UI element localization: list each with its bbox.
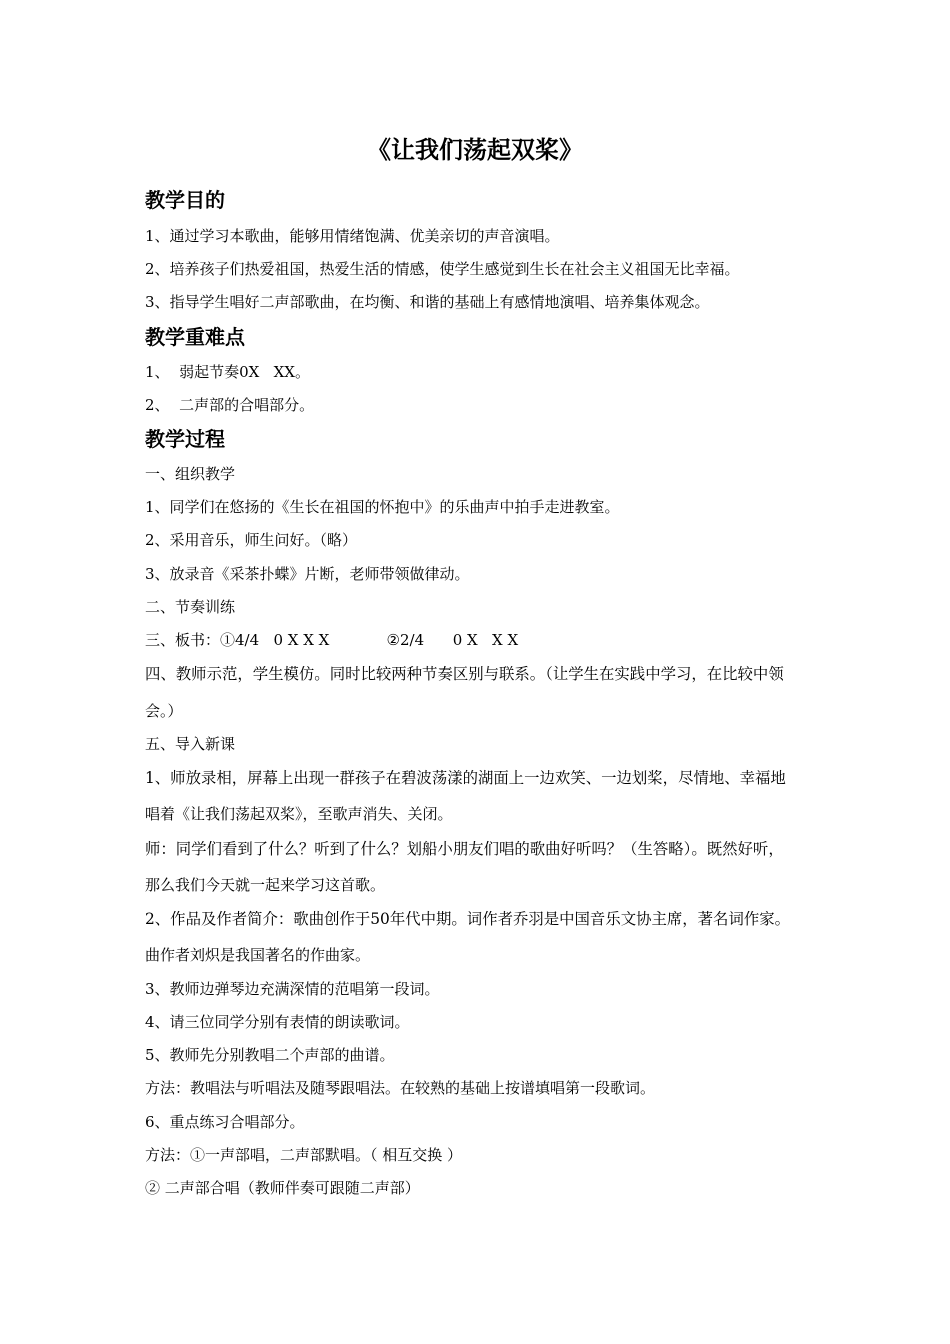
section-heading-key-points: 教学重难点	[145, 325, 245, 349]
paragraph-line: 1、师放录相，屏幕上出现一群孩子在碧波荡漾的湖面上一边欢笑、一边划桨，尽情地、幸福地	[145, 769, 786, 787]
paragraph-line: 方法：①一声部唱，二声部默唱。（ 相互交换 ）	[145, 1146, 463, 1164]
paragraph-line: 5、教师先分别教唱二个声部的曲谱。	[145, 1046, 395, 1064]
paragraph-line: 方法：教唱法与听唱法及随琴跟唱法。在较熟的基础上按谱填唱第一段歌词。	[145, 1079, 656, 1097]
paragraph-line: ② 二声部合唱（教师伴奏可跟随二声部）	[145, 1179, 420, 1197]
paragraph-line: 1、通过学习本歌曲，能够用情绪饱满、优美亲切的声音演唱。	[145, 227, 560, 245]
paragraph-line: 会。）	[145, 702, 183, 720]
paragraph-line: 6、重点练习合唱部分。	[145, 1113, 305, 1131]
paragraph-line: 唱着《让我们荡起双桨》，至歌声消失、关闭。	[145, 805, 453, 823]
paragraph-line: 1、同学们在悠扬的《生长在祖国的怀抱中》的乐曲声中拍手走进教室。	[145, 498, 620, 516]
paragraph-line: 曲作者刘炽是我国著名的作曲家。	[145, 946, 371, 964]
paragraph-line: 2、采用音乐，师生问好。（略）	[145, 531, 358, 549]
paragraph-line: 1、 弱起节奏0X XX。	[145, 363, 310, 381]
paragraph-line: 师：同学们看到了什么？听到了什么？划船小朋友们唱的歌曲好听吗？（生答略）。既然好听，	[145, 840, 784, 858]
paragraph-line: 2、作品及作者简介：歌曲创作于50年代中期。词作者乔羽是中国音乐文协主席，著名词作家。	[145, 910, 791, 928]
document-title: 《让我们荡起双桨》	[367, 135, 583, 164]
paragraph-line: 五、导入新课	[145, 735, 236, 753]
paragraph-line: 三、板书：①4/4 0 X X X ②2/4 0 X X X	[145, 631, 519, 649]
paragraph-line: 3、教师边弹琴边充满深情的范唱第一段词。	[145, 980, 440, 998]
paragraph-line: 那么我们今天就一起来学习这首歌。	[145, 876, 386, 894]
section-heading-objectives: 教学目的	[145, 188, 225, 212]
paragraph-line: 四、教师示范，学生模仿。同时比较两种节奏区别与联系。（让学生在实践中学习，在比较中领	[145, 665, 784, 683]
paragraph-line: 一、组织教学	[145, 465, 236, 483]
paragraph-line: 2、培养孩子们热爱祖国，热爱生活的情感，使学生感觉到生长在社会主义祖国无比幸福。	[145, 260, 740, 278]
paragraph-line: 4、请三位同学分别有表情的朗读歌词。	[145, 1013, 410, 1031]
section-heading-process: 教学过程	[145, 427, 225, 451]
paragraph-line: 二、节奏训练	[145, 598, 236, 616]
paragraph-line: 3、指导学生唱好二声部歌曲，在均衡、和谐的基础上有感情地演唱、培养集体观念。	[145, 293, 710, 311]
paragraph-line: 2、 二声部的合唱部分。	[145, 396, 315, 414]
paragraph-line: 3、放录音《采茶扑蝶》片断，老师带领做律动。	[145, 565, 470, 583]
